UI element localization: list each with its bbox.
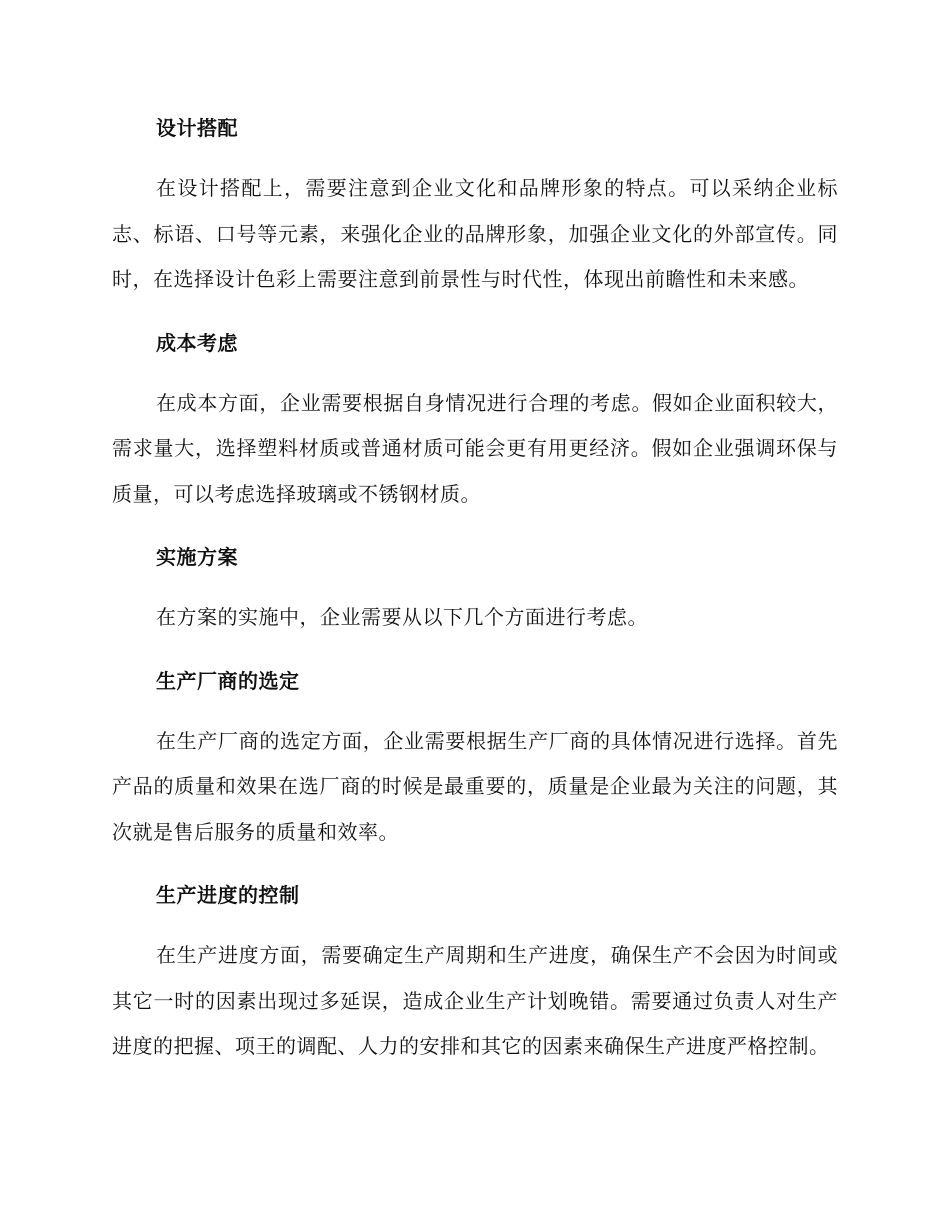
section-paragraph-cost: 在成本方面，企业需要根据自身情况进行合理的考虑。假如企业面积较大，需求量大，选择塑料材质或普通材质可能会更有用更经济。假如企业强调环保与质量，可以考虑选择玻璃或不锈钢材质。 [112,390,838,506]
section-paragraph-manufacturer: 在生产厂商的选定方面，企业需要根据生产厂商的具体情况进行选择。首先产品的质量和效果在选厂商的时候是最重要的，质量是企业最为关注的问题，其次就是售后服务的质量和效率。 [112,728,838,844]
section-paragraph-design: 在设计搭配上，需要注意到企业文化和品牌形象的特点。可以采纳企业标志、标语、口号等元素，来强化企业的品牌形象，加强企业文化的外部宣传。同时，在选择设计色彩上需要注意到前景性与时代性，体现出前瞻性和未来感。 [112,176,838,291]
section-heading-implementation: 实施方案 [156,545,238,569]
section-heading-cost: 成本考虑 [156,330,238,355]
section-heading-progress: 生产进度的控制 [156,883,300,907]
section-paragraph-implementation: 在方案的实施中，企业需要从以下几个方面进行考虑。 [156,605,648,629]
section-paragraph-progress: 在生产进度方面，需要确定生产周期和生产进度，确保生产不会因为时间或其它一时的因素出现过多延误，造成企业生产计划晚错。需要通过负责人对生产进度的把握、项王的调配、人力的安排和其它的因素来确保生产进度严格控制。 [112,943,838,1058]
section-heading-manufacturer: 生产厂商的选定 [156,668,300,693]
section-heading-design: 设计搭配 [156,116,238,140]
